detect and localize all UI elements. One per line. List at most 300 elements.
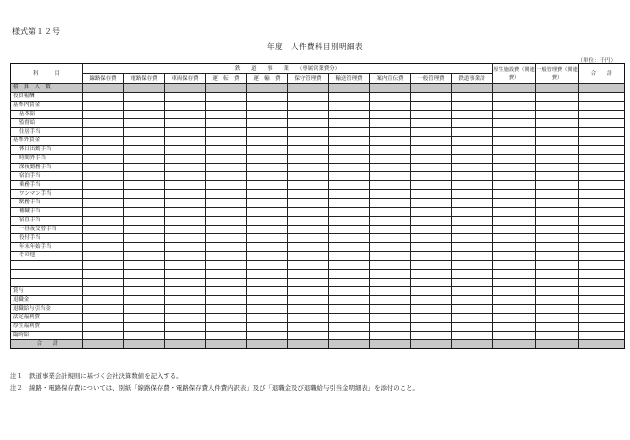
- value-cell[interactable]: [579, 252, 625, 261]
- value-cell[interactable]: [536, 137, 579, 146]
- value-cell[interactable]: [370, 92, 411, 101]
- value-cell[interactable]: [536, 340, 579, 349]
- value-cell[interactable]: [493, 340, 536, 349]
- value-cell[interactable]: [206, 322, 247, 331]
- value-cell[interactable]: [247, 137, 288, 146]
- value-cell[interactable]: [288, 84, 329, 93]
- value-cell[interactable]: [579, 190, 625, 199]
- value-cell[interactable]: [536, 234, 579, 243]
- value-cell[interactable]: [247, 84, 288, 93]
- value-cell[interactable]: [411, 207, 452, 216]
- value-cell[interactable]: [452, 331, 493, 340]
- value-cell[interactable]: [536, 84, 579, 93]
- value-cell[interactable]: [370, 243, 411, 252]
- value-cell[interactable]: [452, 101, 493, 110]
- value-cell[interactable]: [247, 92, 288, 101]
- value-cell[interactable]: [206, 305, 247, 314]
- value-cell[interactable]: [370, 313, 411, 322]
- value-cell[interactable]: [165, 154, 206, 163]
- value-cell[interactable]: [370, 128, 411, 137]
- value-cell[interactable]: [124, 278, 165, 287]
- value-cell[interactable]: [165, 137, 206, 146]
- value-cell[interactable]: [452, 163, 493, 172]
- value-cell[interactable]: [329, 181, 370, 190]
- value-cell[interactable]: [124, 137, 165, 146]
- value-cell[interactable]: [165, 145, 206, 154]
- value-cell[interactable]: [411, 101, 452, 110]
- value-cell[interactable]: [329, 331, 370, 340]
- value-cell[interactable]: [247, 119, 288, 128]
- value-cell[interactable]: [329, 154, 370, 163]
- value-cell[interactable]: [411, 181, 452, 190]
- value-cell[interactable]: [579, 278, 625, 287]
- value-cell[interactable]: [165, 243, 206, 252]
- value-cell[interactable]: [411, 278, 452, 287]
- value-cell[interactable]: [329, 252, 370, 261]
- value-cell[interactable]: [493, 243, 536, 252]
- value-cell[interactable]: [493, 305, 536, 314]
- value-cell[interactable]: [493, 225, 536, 234]
- value-cell[interactable]: [124, 252, 165, 261]
- value-cell[interactable]: [288, 322, 329, 331]
- value-cell[interactable]: [579, 137, 625, 146]
- value-cell[interactable]: [124, 331, 165, 340]
- value-cell[interactable]: [288, 110, 329, 119]
- value-cell[interactable]: [579, 296, 625, 305]
- value-cell[interactable]: [206, 313, 247, 322]
- value-cell[interactable]: [370, 252, 411, 261]
- value-cell[interactable]: [452, 172, 493, 181]
- value-cell[interactable]: [83, 207, 124, 216]
- value-cell[interactable]: [370, 216, 411, 225]
- value-cell[interactable]: [452, 252, 493, 261]
- value-cell[interactable]: [124, 216, 165, 225]
- value-cell[interactable]: [288, 137, 329, 146]
- value-cell[interactable]: [493, 216, 536, 225]
- value-cell[interactable]: [579, 154, 625, 163]
- value-cell[interactable]: [536, 296, 579, 305]
- value-cell[interactable]: [124, 260, 165, 269]
- value-cell[interactable]: [165, 252, 206, 261]
- value-cell[interactable]: [247, 216, 288, 225]
- value-cell[interactable]: [370, 181, 411, 190]
- value-cell[interactable]: [165, 181, 206, 190]
- value-cell[interactable]: [206, 243, 247, 252]
- value-cell[interactable]: [370, 322, 411, 331]
- value-cell[interactable]: [206, 154, 247, 163]
- value-cell[interactable]: [83, 137, 124, 146]
- value-cell[interactable]: [536, 216, 579, 225]
- value-cell[interactable]: [493, 322, 536, 331]
- value-cell[interactable]: [411, 243, 452, 252]
- value-cell[interactable]: [493, 163, 536, 172]
- value-cell[interactable]: [370, 278, 411, 287]
- value-cell[interactable]: [83, 322, 124, 331]
- value-cell[interactable]: [579, 198, 625, 207]
- value-cell[interactable]: [536, 278, 579, 287]
- value-cell[interactable]: [411, 269, 452, 278]
- value-cell[interactable]: [165, 287, 206, 296]
- value-cell[interactable]: [536, 207, 579, 216]
- value-cell[interactable]: [452, 305, 493, 314]
- value-cell[interactable]: [206, 110, 247, 119]
- value-cell[interactable]: [536, 190, 579, 199]
- value-cell[interactable]: [165, 225, 206, 234]
- value-cell[interactable]: [411, 92, 452, 101]
- value-cell[interactable]: [83, 340, 124, 349]
- value-cell[interactable]: [579, 331, 625, 340]
- value-cell[interactable]: [83, 181, 124, 190]
- value-cell[interactable]: [165, 269, 206, 278]
- value-cell[interactable]: [329, 207, 370, 216]
- value-cell[interactable]: [206, 340, 247, 349]
- value-cell[interactable]: [124, 190, 165, 199]
- value-cell[interactable]: [288, 225, 329, 234]
- value-cell[interactable]: [247, 322, 288, 331]
- value-cell[interactable]: [452, 313, 493, 322]
- value-cell[interactable]: [579, 243, 625, 252]
- value-cell[interactable]: [165, 340, 206, 349]
- value-cell[interactable]: [452, 92, 493, 101]
- value-cell[interactable]: [124, 145, 165, 154]
- value-cell[interactable]: [329, 172, 370, 181]
- value-cell[interactable]: [452, 340, 493, 349]
- value-cell[interactable]: [206, 225, 247, 234]
- value-cell[interactable]: [579, 305, 625, 314]
- value-cell[interactable]: [83, 92, 124, 101]
- value-cell[interactable]: [83, 287, 124, 296]
- value-cell[interactable]: [370, 207, 411, 216]
- value-cell[interactable]: [329, 92, 370, 101]
- value-cell[interactable]: [411, 110, 452, 119]
- value-cell[interactable]: [165, 313, 206, 322]
- value-cell[interactable]: [288, 340, 329, 349]
- value-cell[interactable]: [206, 92, 247, 101]
- value-cell[interactable]: [411, 225, 452, 234]
- value-cell[interactable]: [288, 269, 329, 278]
- value-cell[interactable]: [536, 322, 579, 331]
- value-cell[interactable]: [579, 110, 625, 119]
- value-cell[interactable]: [83, 305, 124, 314]
- value-cell[interactable]: [452, 137, 493, 146]
- value-cell[interactable]: [536, 331, 579, 340]
- value-cell[interactable]: [370, 172, 411, 181]
- value-cell[interactable]: [411, 84, 452, 93]
- value-cell[interactable]: [329, 278, 370, 287]
- value-cell[interactable]: [493, 190, 536, 199]
- value-cell[interactable]: [329, 225, 370, 234]
- value-cell[interactable]: [124, 181, 165, 190]
- value-cell[interactable]: [411, 260, 452, 269]
- value-cell[interactable]: [370, 340, 411, 349]
- value-cell[interactable]: [411, 216, 452, 225]
- value-cell[interactable]: [288, 305, 329, 314]
- value-cell[interactable]: [452, 145, 493, 154]
- value-cell[interactable]: [124, 110, 165, 119]
- value-cell[interactable]: [83, 84, 124, 93]
- value-cell[interactable]: [83, 145, 124, 154]
- value-cell[interactable]: [165, 110, 206, 119]
- value-cell[interactable]: [370, 145, 411, 154]
- value-cell[interactable]: [579, 92, 625, 101]
- value-cell[interactable]: [329, 145, 370, 154]
- value-cell[interactable]: [493, 119, 536, 128]
- value-cell[interactable]: [579, 287, 625, 296]
- value-cell[interactable]: [536, 313, 579, 322]
- value-cell[interactable]: [452, 260, 493, 269]
- value-cell[interactable]: [452, 322, 493, 331]
- value-cell[interactable]: [165, 207, 206, 216]
- value-cell[interactable]: [370, 101, 411, 110]
- value-cell[interactable]: [370, 154, 411, 163]
- value-cell[interactable]: [536, 198, 579, 207]
- value-cell[interactable]: [165, 84, 206, 93]
- value-cell[interactable]: [288, 207, 329, 216]
- value-cell[interactable]: [579, 84, 625, 93]
- value-cell[interactable]: [124, 287, 165, 296]
- value-cell[interactable]: [124, 207, 165, 216]
- value-cell[interactable]: [370, 225, 411, 234]
- value-cell[interactable]: [165, 163, 206, 172]
- value-cell[interactable]: [536, 154, 579, 163]
- value-cell[interactable]: [493, 110, 536, 119]
- value-cell[interactable]: [579, 172, 625, 181]
- value-cell[interactable]: [124, 119, 165, 128]
- value-cell[interactable]: [536, 110, 579, 119]
- value-cell[interactable]: [206, 207, 247, 216]
- value-cell[interactable]: [329, 305, 370, 314]
- value-cell[interactable]: [370, 305, 411, 314]
- value-cell[interactable]: [83, 216, 124, 225]
- value-cell[interactable]: [83, 243, 124, 252]
- value-cell[interactable]: [288, 119, 329, 128]
- value-cell[interactable]: [411, 128, 452, 137]
- value-cell[interactable]: [452, 278, 493, 287]
- value-cell[interactable]: [370, 198, 411, 207]
- value-cell[interactable]: [536, 287, 579, 296]
- value-cell[interactable]: [579, 269, 625, 278]
- value-cell[interactable]: [206, 84, 247, 93]
- value-cell[interactable]: [124, 92, 165, 101]
- value-cell[interactable]: [452, 234, 493, 243]
- value-cell[interactable]: [411, 340, 452, 349]
- value-cell[interactable]: [452, 154, 493, 163]
- value-cell[interactable]: [247, 234, 288, 243]
- value-cell[interactable]: [452, 119, 493, 128]
- value-cell[interactable]: [329, 163, 370, 172]
- value-cell[interactable]: [493, 234, 536, 243]
- value-cell[interactable]: [579, 119, 625, 128]
- value-cell[interactable]: [411, 252, 452, 261]
- value-cell[interactable]: [493, 198, 536, 207]
- value-cell[interactable]: [493, 278, 536, 287]
- value-cell[interactable]: [165, 128, 206, 137]
- value-cell[interactable]: [493, 269, 536, 278]
- value-cell[interactable]: [411, 198, 452, 207]
- value-cell[interactable]: [206, 198, 247, 207]
- value-cell[interactable]: [206, 101, 247, 110]
- value-cell[interactable]: [247, 252, 288, 261]
- value-cell[interactable]: [165, 92, 206, 101]
- value-cell[interactable]: [329, 84, 370, 93]
- value-cell[interactable]: [579, 225, 625, 234]
- value-cell[interactable]: [452, 225, 493, 234]
- value-cell[interactable]: [370, 269, 411, 278]
- value-cell[interactable]: [493, 331, 536, 340]
- value-cell[interactable]: [83, 163, 124, 172]
- value-cell[interactable]: [411, 331, 452, 340]
- value-cell[interactable]: [493, 172, 536, 181]
- value-cell[interactable]: [493, 92, 536, 101]
- value-cell[interactable]: [411, 190, 452, 199]
- value-cell[interactable]: [411, 145, 452, 154]
- value-cell[interactable]: [411, 154, 452, 163]
- value-cell[interactable]: [247, 198, 288, 207]
- value-cell[interactable]: [247, 225, 288, 234]
- value-cell[interactable]: [452, 84, 493, 93]
- value-cell[interactable]: [165, 190, 206, 199]
- value-cell[interactable]: [452, 128, 493, 137]
- value-cell[interactable]: [206, 190, 247, 199]
- value-cell[interactable]: [411, 137, 452, 146]
- value-cell[interactable]: [329, 313, 370, 322]
- value-cell[interactable]: [411, 163, 452, 172]
- value-cell[interactable]: [83, 190, 124, 199]
- value-cell[interactable]: [165, 260, 206, 269]
- value-cell[interactable]: [288, 260, 329, 269]
- value-cell[interactable]: [288, 252, 329, 261]
- value-cell[interactable]: [124, 340, 165, 349]
- value-cell[interactable]: [536, 305, 579, 314]
- value-cell[interactable]: [165, 216, 206, 225]
- value-cell[interactable]: [124, 305, 165, 314]
- value-cell[interactable]: [411, 305, 452, 314]
- value-cell[interactable]: [452, 190, 493, 199]
- value-cell[interactable]: [493, 207, 536, 216]
- value-cell[interactable]: [288, 313, 329, 322]
- value-cell[interactable]: [579, 322, 625, 331]
- value-cell[interactable]: [370, 190, 411, 199]
- value-cell[interactable]: [83, 110, 124, 119]
- value-cell[interactable]: [247, 163, 288, 172]
- value-cell[interactable]: [493, 128, 536, 137]
- value-cell[interactable]: [536, 243, 579, 252]
- value-cell[interactable]: [206, 234, 247, 243]
- value-cell[interactable]: [452, 216, 493, 225]
- value-cell[interactable]: [329, 322, 370, 331]
- value-cell[interactable]: [124, 243, 165, 252]
- value-cell[interactable]: [124, 128, 165, 137]
- value-cell[interactable]: [288, 101, 329, 110]
- value-cell[interactable]: [370, 119, 411, 128]
- value-cell[interactable]: [124, 313, 165, 322]
- value-cell[interactable]: [579, 216, 625, 225]
- value-cell[interactable]: [83, 119, 124, 128]
- value-cell[interactable]: [493, 145, 536, 154]
- value-cell[interactable]: [579, 181, 625, 190]
- value-cell[interactable]: [536, 181, 579, 190]
- value-cell[interactable]: [124, 322, 165, 331]
- value-cell[interactable]: [329, 260, 370, 269]
- value-cell[interactable]: [206, 163, 247, 172]
- value-cell[interactable]: [370, 296, 411, 305]
- value-cell[interactable]: [288, 154, 329, 163]
- value-cell[interactable]: [247, 278, 288, 287]
- value-cell[interactable]: [206, 278, 247, 287]
- value-cell[interactable]: [411, 313, 452, 322]
- value-cell[interactable]: [493, 287, 536, 296]
- value-cell[interactable]: [288, 287, 329, 296]
- value-cell[interactable]: [579, 145, 625, 154]
- value-cell[interactable]: [411, 172, 452, 181]
- value-cell[interactable]: [288, 163, 329, 172]
- value-cell[interactable]: [288, 278, 329, 287]
- value-cell[interactable]: [165, 331, 206, 340]
- value-cell[interactable]: [83, 331, 124, 340]
- value-cell[interactable]: [83, 269, 124, 278]
- value-cell[interactable]: [124, 269, 165, 278]
- value-cell[interactable]: [536, 101, 579, 110]
- value-cell[interactable]: [247, 154, 288, 163]
- value-cell[interactable]: [247, 145, 288, 154]
- value-cell[interactable]: [124, 163, 165, 172]
- value-cell[interactable]: [452, 181, 493, 190]
- value-cell[interactable]: [165, 296, 206, 305]
- value-cell[interactable]: [83, 172, 124, 181]
- value-cell[interactable]: [165, 234, 206, 243]
- value-cell[interactable]: [370, 331, 411, 340]
- value-cell[interactable]: [247, 296, 288, 305]
- value-cell[interactable]: [247, 243, 288, 252]
- value-cell[interactable]: [536, 145, 579, 154]
- value-cell[interactable]: [288, 296, 329, 305]
- value-cell[interactable]: [206, 181, 247, 190]
- value-cell[interactable]: [206, 296, 247, 305]
- value-cell[interactable]: [329, 269, 370, 278]
- value-cell[interactable]: [579, 234, 625, 243]
- value-cell[interactable]: [83, 234, 124, 243]
- value-cell[interactable]: [206, 331, 247, 340]
- value-cell[interactable]: [288, 243, 329, 252]
- value-cell[interactable]: [536, 163, 579, 172]
- value-cell[interactable]: [452, 198, 493, 207]
- value-cell[interactable]: [329, 101, 370, 110]
- value-cell[interactable]: [247, 110, 288, 119]
- value-cell[interactable]: [288, 92, 329, 101]
- value-cell[interactable]: [536, 172, 579, 181]
- value-cell[interactable]: [206, 287, 247, 296]
- value-cell[interactable]: [247, 128, 288, 137]
- value-cell[interactable]: [247, 101, 288, 110]
- value-cell[interactable]: [493, 154, 536, 163]
- value-cell[interactable]: [288, 331, 329, 340]
- value-cell[interactable]: [411, 234, 452, 243]
- value-cell[interactable]: [536, 92, 579, 101]
- value-cell[interactable]: [536, 269, 579, 278]
- value-cell[interactable]: [247, 340, 288, 349]
- value-cell[interactable]: [493, 252, 536, 261]
- value-cell[interactable]: [165, 101, 206, 110]
- value-cell[interactable]: [452, 110, 493, 119]
- value-cell[interactable]: [329, 110, 370, 119]
- value-cell[interactable]: [411, 119, 452, 128]
- value-cell[interactable]: [206, 269, 247, 278]
- value-cell[interactable]: [370, 84, 411, 93]
- value-cell[interactable]: [83, 296, 124, 305]
- value-cell[interactable]: [411, 296, 452, 305]
- value-cell[interactable]: [493, 181, 536, 190]
- value-cell[interactable]: [329, 340, 370, 349]
